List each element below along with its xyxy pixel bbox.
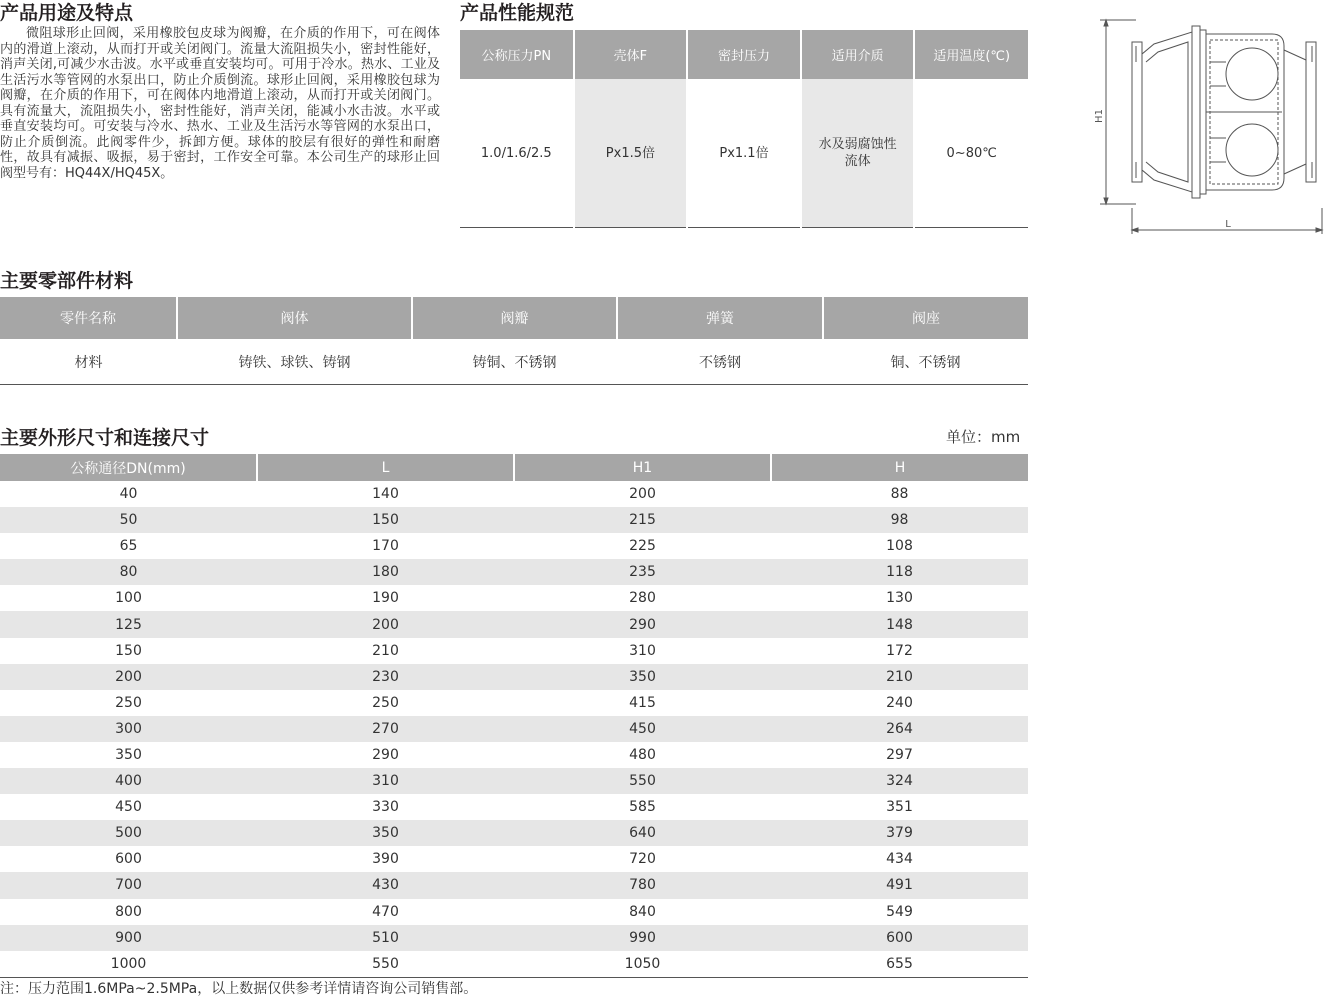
perf-value-seal: Px1.1倍 <box>687 79 801 228</box>
table-cell: 297 <box>886 746 913 763</box>
table-cell: 640 <box>514 820 771 846</box>
table-cell: 1000 <box>110 955 147 972</box>
table-cell: 840 <box>629 903 656 920</box>
table-cell: 655 <box>886 955 913 972</box>
table-cell: 230 <box>257 664 514 690</box>
table-cell: 450 <box>115 799 142 816</box>
table-cell: 240 <box>886 694 913 711</box>
table-cell: 264 <box>771 716 1028 742</box>
table-cell: 250 <box>372 694 399 711</box>
perf-value-temp: 0~80℃ <box>946 145 997 161</box>
dims-header-h1: H1 <box>514 454 771 481</box>
table-cell: 108 <box>886 538 913 555</box>
table-row <box>0 820 1028 846</box>
table-row <box>0 872 1028 898</box>
table-cell: 720 <box>629 851 656 868</box>
table-cell: 415 <box>629 694 656 711</box>
table-cell: 125 <box>0 611 257 637</box>
dimensions-table <box>0 454 1028 978</box>
table-cell: 98 <box>771 507 1028 533</box>
table-row <box>0 664 1028 690</box>
table-row <box>0 716 1028 742</box>
perf-header-seal: 密封压力 <box>687 30 801 79</box>
table-cell: 100 <box>115 590 142 607</box>
table-cell: 300 <box>0 716 257 742</box>
performance-heading: 产品性能规范 <box>460 2 575 24</box>
table-cell: 480 <box>629 746 656 763</box>
table-cell: 350 <box>115 746 142 763</box>
table-row <box>0 768 1028 794</box>
table-cell: 450 <box>514 716 771 742</box>
perf-header-medium: 适用介质 <box>801 30 915 79</box>
table-cell: 1050 <box>624 955 661 972</box>
table-cell: 310 <box>629 642 656 659</box>
table-cell: 210 <box>771 664 1028 690</box>
footnote: 注：压力范围1.6MPa~2.5MPa，以上数据仅供参考详情请咨询公司销售部。 <box>0 981 478 997</box>
table-row <box>0 742 1028 768</box>
table-row <box>0 690 1028 716</box>
table-row <box>0 638 1028 664</box>
table-row <box>0 899 1028 925</box>
table-cell: 270 <box>257 716 514 742</box>
table-cell: 235 <box>514 559 771 585</box>
dims-header-dn: 公称通径DN(mm) <box>0 454 257 481</box>
parts-table <box>0 297 1028 385</box>
table-cell: 180 <box>257 559 514 585</box>
parts-header-body: 阀体 <box>177 297 412 339</box>
dims-header-l: L <box>257 454 514 481</box>
table-cell: 65 <box>119 538 138 555</box>
dimensions-heading: 主要外形尺寸和连接尺寸 <box>0 427 210 449</box>
valve-drawing <box>1092 12 1328 236</box>
intro-paragraph: 微阻球形止回阀，采用橡胶包皮球为阀瓣，在介质的作用下，可在阀体内的滑道上滚动，从而打开或关闭阀门。流量大流阻损失小，密封性能好，消声关闭,可减少水击波。水平或垂直安装均可。可用于冷水。热水、工业及生活污水等管网的水泵出口，防止介质倒流。球形止回阀，采用橡胶包球为阀瓣，在介质的作用下，可在阀体内地滑道上滚动，从而打开或关闭阀门。具有流量大，流阻损失小，密封性能好，消声关闭，能减小水击波。水平或垂直安装均可。可安装与冷水、热水、工业及生活污水等管网的水泵出口，防止介质倒流。此阀零件少，拆卸方便。球体的胶层有很好的弹性和耐磨性，故具有减振、吸振，易于密封，工作安全可靠。本公司生产的球形止回阀型号有：HQ44X/HQ45X。 <box>0 26 440 181</box>
perf-value-pressure: 1.0/1.6/2.5 <box>460 79 574 228</box>
perf-value-medium: 水及弱腐蚀性流体 <box>801 79 915 228</box>
table-cell: 150 <box>257 507 514 533</box>
table-cell: 40 <box>119 486 138 503</box>
table-cell: 351 <box>886 799 913 816</box>
table-cell: 130 <box>886 590 913 607</box>
table-cell: 290 <box>514 611 771 637</box>
table-cell: 225 <box>629 538 656 555</box>
table-cell: 491 <box>771 872 1028 898</box>
performance-table <box>460 30 1028 228</box>
parts-header-name: 零件名称 <box>0 297 177 339</box>
parts-header-seat: 阀座 <box>823 297 1028 339</box>
table-cell: 400 <box>0 768 257 794</box>
table-row <box>0 951 1028 978</box>
table-cell: 250 <box>115 694 142 711</box>
table-cell: 170 <box>372 538 399 555</box>
dims-header-h: H <box>771 454 1028 481</box>
table-row <box>0 846 1028 872</box>
parts-value-body: 铸铁、球铁、铸钢 <box>238 354 351 371</box>
table-cell: 800 <box>115 903 142 920</box>
table-cell: 190 <box>372 590 399 607</box>
table-cell: 280 <box>629 590 656 607</box>
intro-heading: 产品用途及特点 <box>0 2 134 24</box>
table-cell: 549 <box>886 903 913 920</box>
table-cell: 900 <box>0 925 257 951</box>
table-cell: 324 <box>771 768 1028 794</box>
table-cell: 430 <box>257 872 514 898</box>
table-row <box>0 507 1028 533</box>
table-cell: 780 <box>514 872 771 898</box>
unit-label: 单位：mm <box>946 428 1021 446</box>
table-row <box>0 611 1028 637</box>
drawing-label-h1: H1 <box>1094 109 1105 123</box>
table-cell: 290 <box>372 746 399 763</box>
table-cell: 350 <box>514 664 771 690</box>
drawing-label-l: L <box>1225 219 1231 230</box>
table-row <box>0 533 1028 559</box>
table-cell: 172 <box>886 642 913 659</box>
table-cell: 550 <box>372 955 399 972</box>
table-cell: 500 <box>0 820 257 846</box>
parts-header-disc: 阀瓣 <box>412 297 617 339</box>
perf-value-shell: Px1.5倍 <box>574 79 688 228</box>
table-cell: 600 <box>771 925 1028 951</box>
table-cell: 140 <box>372 486 399 503</box>
table-row <box>0 559 1028 585</box>
parts-value-spring: 不锈钢 <box>699 354 741 371</box>
parts-value-seat: 铜、不锈钢 <box>890 354 961 371</box>
table-cell: 350 <box>257 820 514 846</box>
table-cell: 510 <box>257 925 514 951</box>
table-cell: 148 <box>771 611 1028 637</box>
table-cell: 600 <box>115 851 142 868</box>
table-cell: 80 <box>0 559 257 585</box>
table-cell: 50 <box>0 507 257 533</box>
parts-value-name: 材料 <box>74 354 103 371</box>
table-row <box>0 585 1028 611</box>
table-cell: 550 <box>514 768 771 794</box>
table-cell: 990 <box>514 925 771 951</box>
table-cell: 379 <box>771 820 1028 846</box>
table-cell: 215 <box>514 507 771 533</box>
table-cell: 200 <box>0 664 257 690</box>
perf-header-pressure: 公称压力PN <box>460 30 574 79</box>
table-cell: 330 <box>372 799 399 816</box>
table-cell: 390 <box>372 851 399 868</box>
table-cell: 118 <box>771 559 1028 585</box>
table-row <box>0 794 1028 820</box>
table-cell: 700 <box>0 872 257 898</box>
perf-header-shell: 壳体F <box>574 30 688 79</box>
table-cell: 310 <box>257 768 514 794</box>
parts-header-spring: 弹簧 <box>617 297 823 339</box>
table-cell: 150 <box>115 642 142 659</box>
table-row <box>0 925 1028 951</box>
table-cell: 434 <box>886 851 913 868</box>
table-cell: 585 <box>629 799 656 816</box>
table-cell: 200 <box>629 486 656 503</box>
table-cell: 200 <box>257 611 514 637</box>
table-row <box>0 481 1028 507</box>
table-cell: 470 <box>372 903 399 920</box>
table-cell: 88 <box>890 486 909 503</box>
parts-heading: 主要零部件材料 <box>0 270 134 292</box>
parts-value-disc: 铸铜、不锈钢 <box>472 354 557 371</box>
perf-header-temp: 适用温度(℃) <box>914 30 1028 79</box>
table-cell: 210 <box>372 642 399 659</box>
